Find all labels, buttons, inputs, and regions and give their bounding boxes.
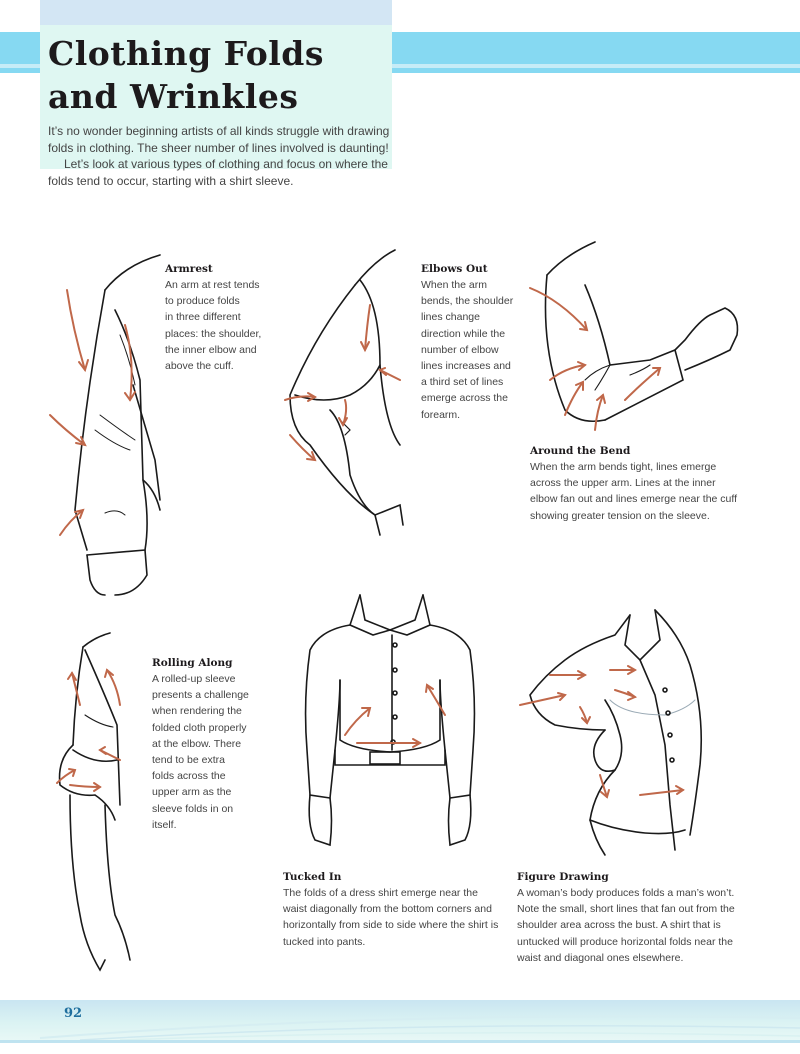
caption-heading: Armrest (165, 263, 213, 275)
intro-paragraph-1: It’s no wonder beginning artists of all kinds struggle with drawing folds in clothing. The sheer number of lines involved is daunting! (48, 124, 390, 155)
intro-paragraph-2: Let’s look at various types of clothing and focus on where the folds tend to occur, starting with a shirt sleeve. (48, 157, 388, 188)
page-number: 92 (64, 1006, 83, 1021)
caption-elbows-out: Elbows Out When the arm bends, the shoulder lines change direction while the number of elbow lines increases and a third set of lines emerge across the forearm. (421, 262, 521, 423)
page-title-line-1: Clothing Folds (48, 34, 324, 73)
bent-elbow-illustration (275, 245, 415, 550)
womans-blouse-illustration (515, 605, 715, 860)
caption-heading: Figure Drawing (517, 871, 609, 883)
title-panel-top (40, 0, 392, 25)
tight-bend-illustration (525, 240, 745, 440)
page-title-line-2: and Wrinkles (48, 77, 299, 116)
caption-heading: Around the Bend (530, 445, 631, 457)
caption-around-the-bend: Around the Bend When the arm bends tight, lines emerge across the upper arm. Lines at the inner elbow fan out and lines emerge near the cuff showing greater tension on the sleeve. (530, 444, 790, 524)
caption-tucked-in: Tucked In The folds of a dress shirt emerge near the waist diagonally from the bottom corners and horizontally from side to side where the shirt is tucked into pants. (283, 870, 508, 950)
caption-heading: Elbows Out (421, 263, 488, 275)
footer-band (0, 1000, 800, 1042)
caption-figure-drawing: Figure Drawing A woman’s body produces folds a man’s won’t. Note the small, short lines that fan out from the shoulder area across the bust. A shirt that is untucked will produce horizontal folds near the waist and diagonal ones elsewhere. (517, 870, 792, 966)
intro-text (48, 123, 393, 189)
sleeve-at-rest-illustration (45, 250, 165, 600)
footer-stripe (0, 1040, 800, 1043)
caption-rolling-along: Rolling Along A rolled-up sleeve presents a challenge when rendering the folded cloth properly at the elbow. There tend to be extra folds across the upper arm as the sleeve folds in on itself. (152, 656, 267, 833)
page-title (48, 32, 324, 118)
caption-armrest: Armrest An arm at rest tends to produce folds in three different places: the shoulder, the inner elbow and above the cuff. (165, 262, 285, 374)
rolled-sleeve-illustration (45, 615, 145, 985)
caption-heading: Rolling Along (152, 657, 233, 669)
caption-heading: Tucked In (283, 871, 342, 883)
tucked-dress-shirt-illustration (295, 580, 485, 860)
